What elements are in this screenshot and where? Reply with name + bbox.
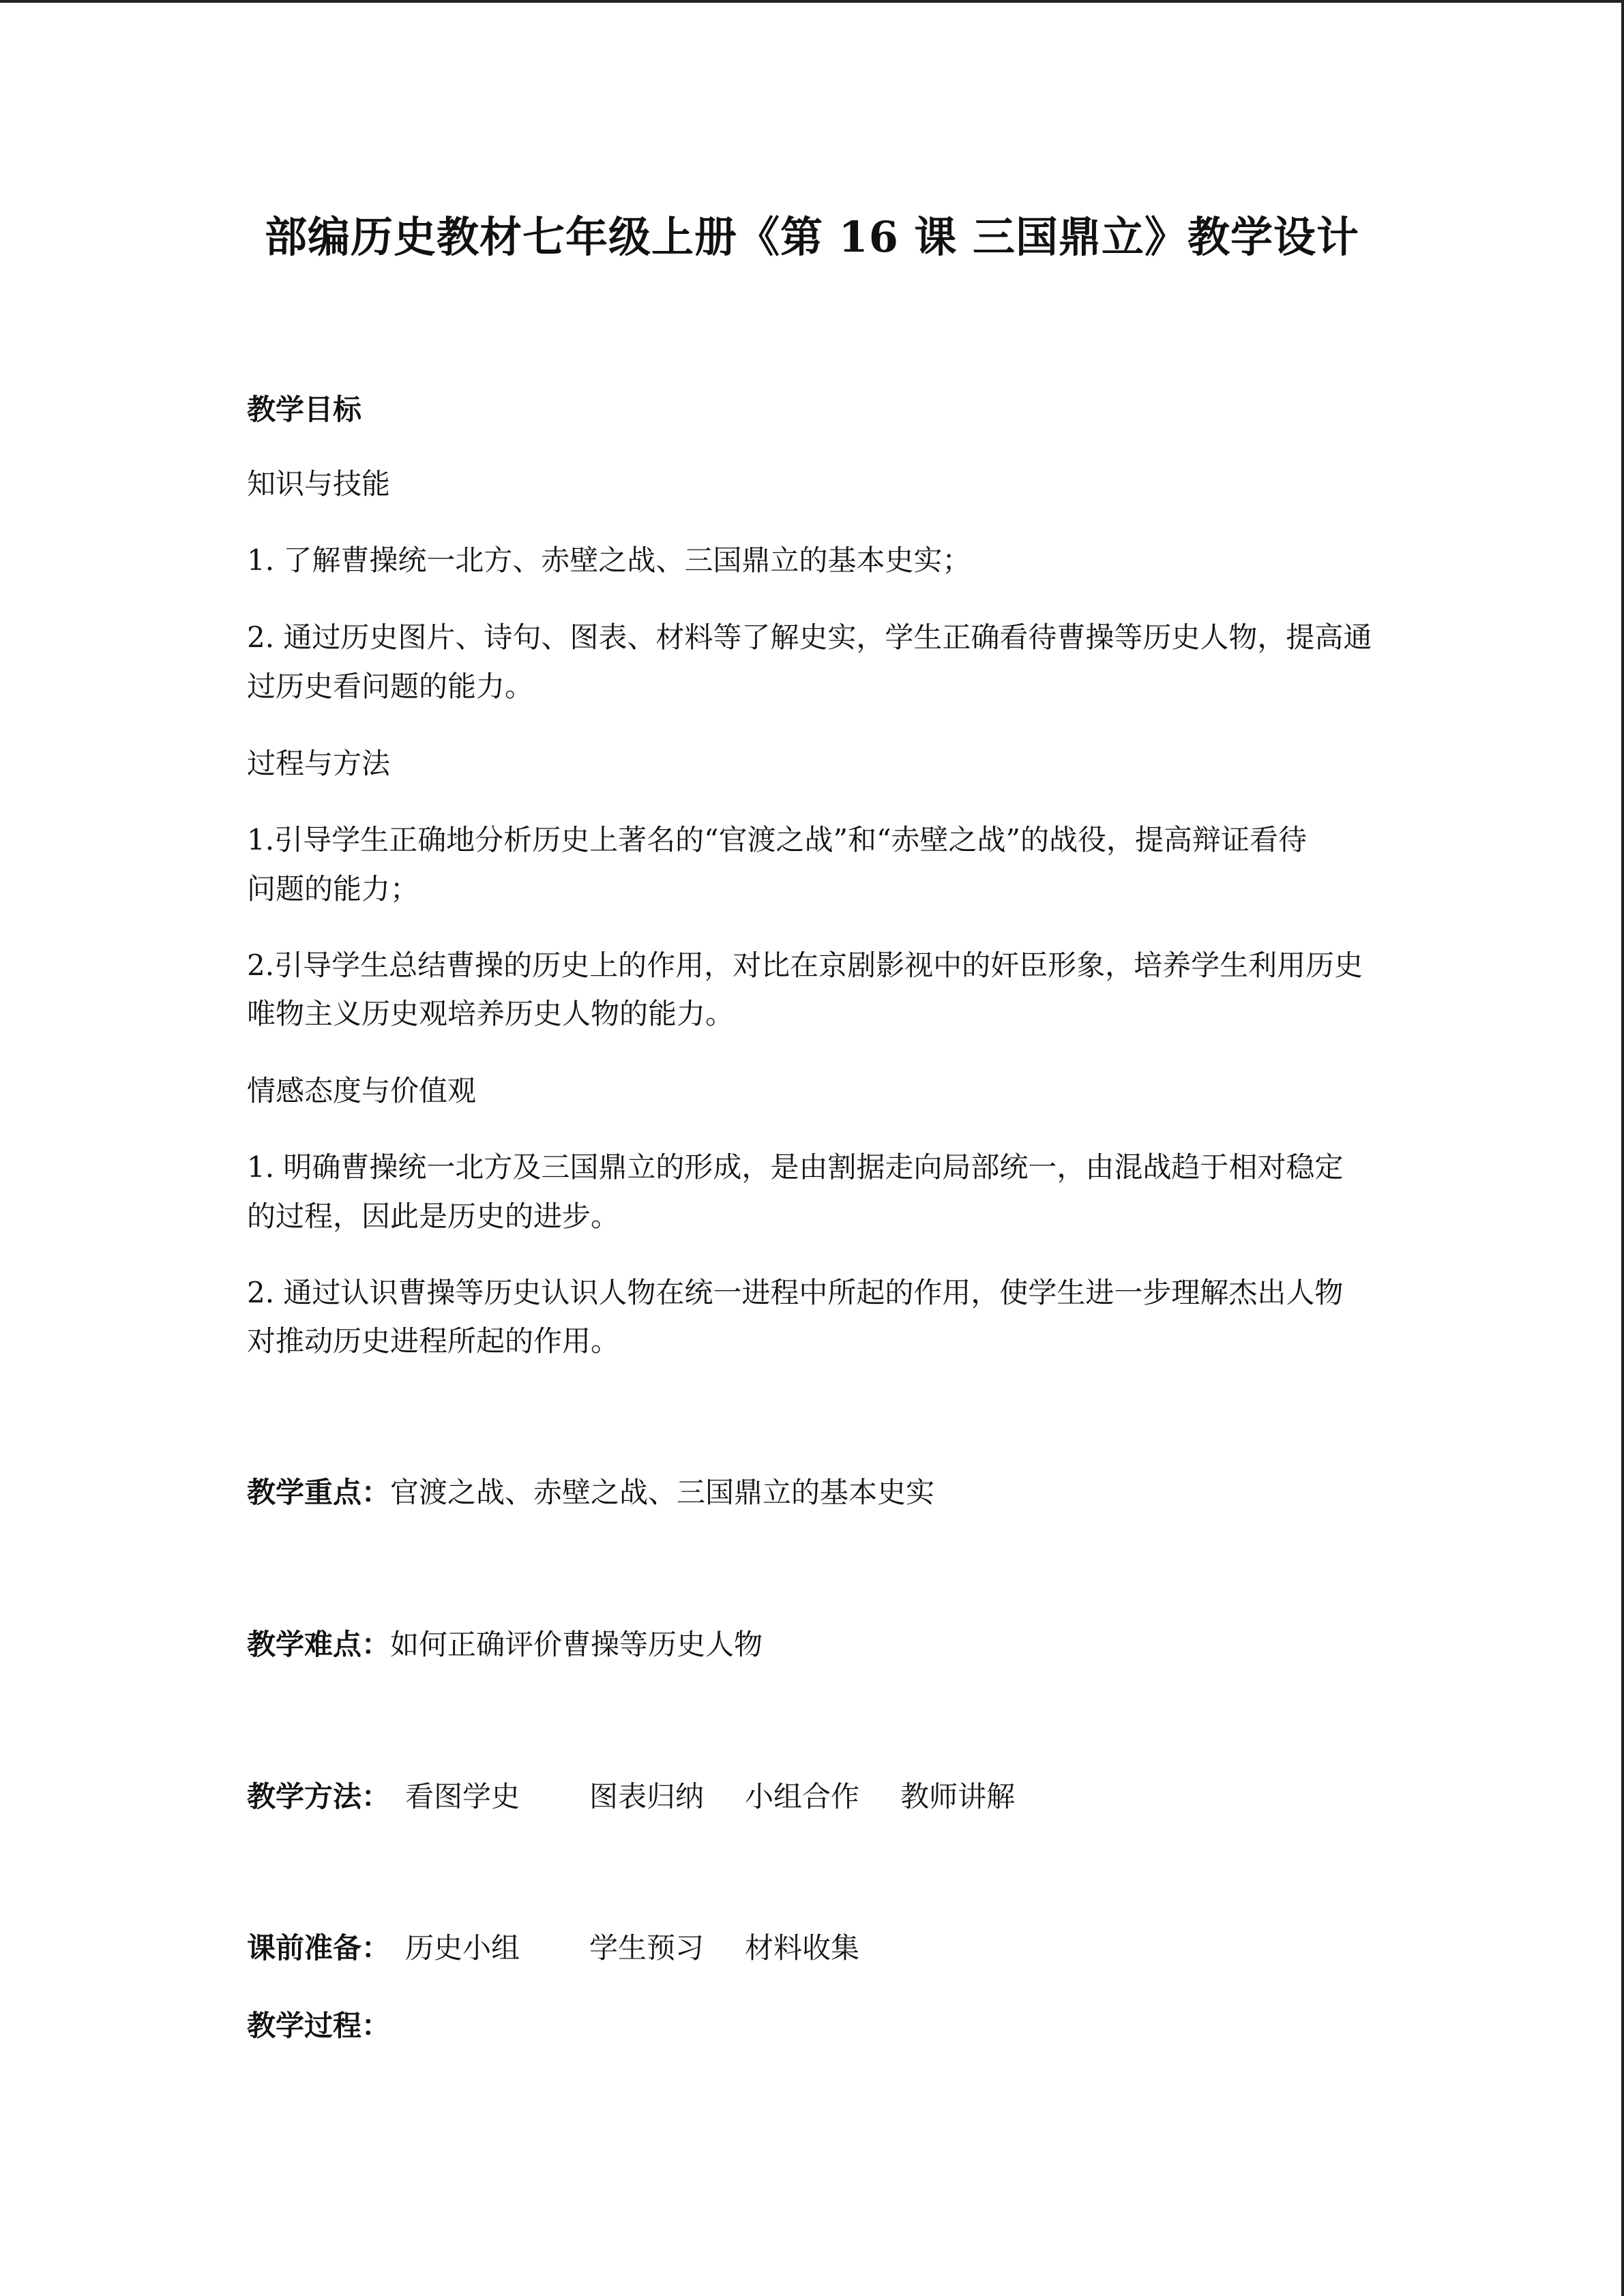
- knowledge-item-1: 1. 了解曹操统一北方、赤壁之战、三国鼎立的基本史实；: [247, 543, 971, 577]
- process-method-heading: 过程与方法: [247, 747, 391, 780]
- emotion-item-1-line-2: 的过程，因此是历史的进步。: [247, 1199, 620, 1233]
- difficulties-value: 如何正确评价曹操等历史人物: [390, 1628, 763, 1661]
- key-points-label: 教学重点：: [247, 1476, 391, 1509]
- teaching-objectives-heading: 教学目标: [247, 393, 362, 426]
- key-points-value: 官渡之战、赤壁之战、三国鼎立的基本史实: [390, 1476, 935, 1509]
- emotion-item-2-line-2: 对推动历史进程所起的作用。: [247, 1324, 620, 1358]
- emotion-values-heading: 情感态度与价值观: [247, 1074, 477, 1107]
- knowledge-item-2-line-2: 过历史看问题的能力。: [247, 670, 534, 703]
- teaching-process-heading: 教学过程：: [247, 2009, 391, 2042]
- preparation-row: [247, 1924, 1379, 1972]
- method-item: 看图学史: [405, 1780, 520, 1813]
- methods-row: [247, 1773, 1379, 1821]
- page-right-border: [1621, 0, 1624, 2296]
- difficulties-row: [247, 1621, 1379, 1669]
- emotion-item-1-line-1: 1. 明确曹操统一北方及三国鼎立的形成，是由割据走向局部统一，由混战趋于相对稳定: [247, 1150, 1344, 1184]
- process-item-2-line-2: 唯物主义历史观培养历史人物的能力。: [247, 997, 735, 1030]
- key-points-row: [247, 1469, 1379, 1517]
- method-item: 图表归纳: [589, 1780, 705, 1813]
- process-item-2-line-1: 2.引导学生总结曹操的历史上的作用，对比在京剧影视中的奸臣形象，培养学生利用历史: [247, 949, 1363, 982]
- knowledge-skills-heading: 知识与技能: [247, 467, 391, 501]
- preparation-item: 学生预习: [589, 1931, 705, 1965]
- preparation-label: 课前准备：: [247, 1931, 391, 1965]
- knowledge-item-2-line-1: 2. 通过历史图片、诗句、图表、材料等了解史实，学生正确看待曹操等历史人物，提高通: [247, 621, 1372, 654]
- method-item: 教师讲解: [900, 1780, 1016, 1813]
- page-top-border: [0, 0, 1624, 3]
- difficulties-label: 教学难点：: [247, 1628, 391, 1661]
- methods-label: 教学方法：: [247, 1780, 391, 1813]
- document-title: 部编历史教材七年级上册《第 16 课 三国鼎立》教学设计: [264, 212, 1360, 262]
- process-item-1-line-2: 问题的能力；: [247, 872, 419, 906]
- process-item-1-line-1: 1.引导学生正确地分析历史上著名的“官渡之战”和“赤壁之战”的战役，提高辩证看待: [247, 823, 1307, 856]
- method-item: 小组合作: [745, 1780, 860, 1813]
- preparation-item: 历史小组: [405, 1931, 520, 1965]
- preparation-item: 材料收集: [745, 1931, 860, 1965]
- emotion-item-2-line-1: 2. 通过认识曹操等历史认识人物在统一进程中所起的作用，使学生进一步理解杰出人物: [247, 1276, 1344, 1309]
